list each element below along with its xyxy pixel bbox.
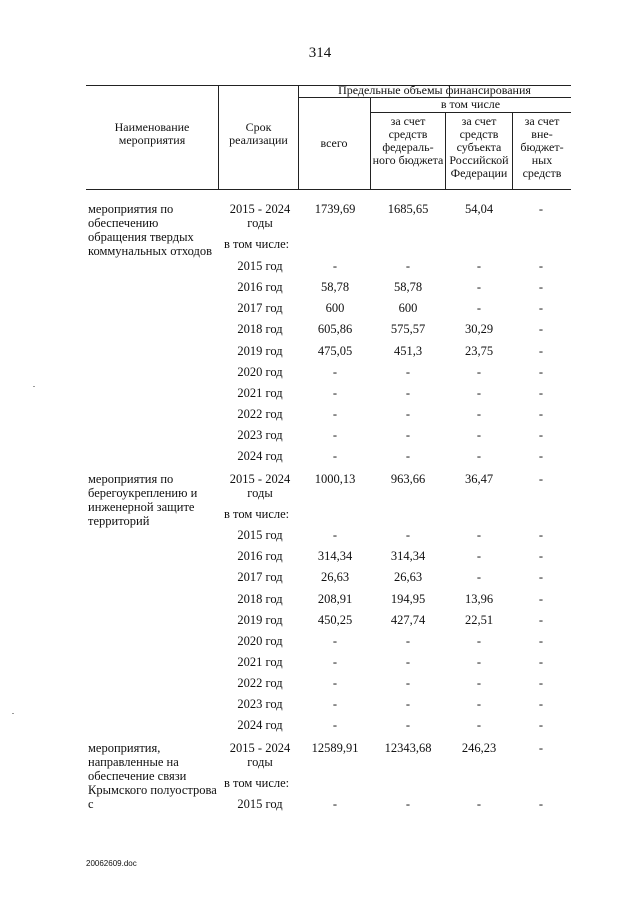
regional-cell: - [476, 676, 482, 690]
total-cell: 208,91 [317, 592, 353, 606]
regional-cell: 36,47 [464, 472, 494, 486]
incl-header-divider [370, 112, 571, 113]
regional-cell: - [476, 797, 482, 811]
header-extra: за счет вне-бюджет-ных средств [520, 114, 564, 180]
federal-cell: 427,74 [390, 613, 426, 627]
header-total: всего [320, 136, 348, 150]
header-federal: за счет средств федераль-ного бюджета [372, 114, 444, 167]
total-cell: 58,78 [320, 280, 350, 294]
header-term: Срок реализации [229, 120, 288, 147]
term-cell: 2015 - 2024 годы [229, 472, 291, 500]
total-cell: - [332, 386, 338, 400]
total-cell: - [332, 676, 338, 690]
extra-cell: - [538, 718, 544, 732]
term-cell: 2023 год [237, 428, 283, 442]
regional-cell: - [476, 301, 482, 315]
regional-cell: - [476, 549, 482, 563]
term-cell: 2016 год [237, 549, 283, 563]
federal-cell: - [405, 718, 411, 732]
header-funding: Предельные объемы финансирования [338, 83, 531, 97]
measure-name: мероприятия по обеспечению обращения твердых коммунальных отходов [88, 202, 212, 258]
extra-cell: - [538, 344, 544, 358]
total-cell: - [332, 428, 338, 442]
total-cell: 314,34 [317, 549, 353, 563]
total-cell: - [332, 797, 338, 811]
regional-cell: - [476, 386, 482, 400]
federal-cell: - [405, 407, 411, 421]
total-cell: - [332, 697, 338, 711]
regional-cell: 54,04 [464, 202, 494, 216]
term-cell: 2023 год [237, 697, 283, 711]
term-cell: 2021 год [237, 655, 283, 669]
total-cell: - [332, 449, 338, 463]
federal-cell: 451,3 [393, 344, 423, 358]
federal-cell: - [405, 797, 411, 811]
federal-cell: 58,78 [393, 280, 423, 294]
term-cell: 2015 - 2024 годы [229, 202, 291, 230]
total-cell: - [332, 528, 338, 542]
total-cell: 605,86 [317, 322, 353, 336]
federal-cell: 600 [398, 301, 418, 315]
total-cell: - [332, 407, 338, 421]
federal-cell: - [405, 259, 411, 273]
term-cell: 2017 год [237, 301, 283, 315]
regional-cell: - [476, 570, 482, 584]
measure-name: мероприятия, направленные на обеспечение связи Крымского полуострова с [88, 741, 217, 811]
term-cell: 2016 год [237, 280, 283, 294]
regional-cell: 30,29 [464, 322, 494, 336]
federal-cell: 26,63 [393, 570, 423, 584]
federal-cell: - [405, 386, 411, 400]
extra-cell: - [538, 322, 544, 336]
federal-cell: 963,66 [390, 472, 426, 486]
regional-cell: 246,23 [461, 741, 497, 755]
term-cell: 2024 год [237, 449, 283, 463]
extra-cell: - [538, 202, 544, 216]
federal-cell: 314,34 [390, 549, 426, 563]
header-regional: за счет средств субъекта Российской Федерации [449, 114, 509, 180]
total-cell: 450,25 [317, 613, 353, 627]
extra-cell: - [538, 259, 544, 273]
term-cell: 2015 год [237, 528, 283, 542]
term-cell: 2024 год [237, 718, 283, 732]
header-incl: в том числе [440, 97, 501, 111]
total-cell: - [332, 655, 338, 669]
term-cell: 2019 год [237, 613, 283, 627]
extra-cell: - [538, 697, 544, 711]
term-cell: 2015 - 2024 годы [229, 741, 291, 769]
total-cell: - [332, 634, 338, 648]
total-cell: 1000,13 [314, 472, 356, 486]
header-bottom-border [86, 189, 571, 190]
regional-cell: 22,51 [464, 613, 494, 627]
total-cell: 600 [325, 301, 345, 315]
scan-speck [33, 386, 35, 387]
federal-cell: 1685,65 [387, 202, 429, 216]
extra-cell: - [538, 570, 544, 584]
federal-cell: - [405, 449, 411, 463]
term-cell: 2022 год [237, 676, 283, 690]
measure-name: мероприятия по берегоукреплению и инженерной защите территорий [88, 472, 198, 528]
total-cell: 26,63 [320, 570, 350, 584]
page-number: 314 [308, 45, 332, 61]
term-cell: в том числе: [224, 237, 290, 251]
extra-cell: - [538, 365, 544, 379]
term-cell: 2015 год [237, 797, 283, 811]
total-cell: 475,05 [317, 344, 353, 358]
federal-cell: 194,95 [390, 592, 426, 606]
term-cell: 2021 год [237, 386, 283, 400]
header-name: Наименование мероприятия [114, 120, 190, 147]
total-cell: - [332, 718, 338, 732]
extra-cell: - [538, 797, 544, 811]
regional-cell: - [476, 280, 482, 294]
total-cell: - [332, 365, 338, 379]
regional-cell: - [476, 407, 482, 421]
term-cell: в том числе: [224, 507, 290, 521]
term-cell: 2018 год [237, 592, 283, 606]
extra-cell: - [538, 549, 544, 563]
regional-cell: - [476, 365, 482, 379]
federal-cell: 575,57 [390, 322, 426, 336]
extra-cell: - [538, 655, 544, 669]
regional-cell: - [476, 697, 482, 711]
extra-cell: - [538, 407, 544, 421]
federal-cell: - [405, 697, 411, 711]
regional-cell: - [476, 634, 482, 648]
regional-cell: 13,96 [464, 592, 494, 606]
total-cell: - [332, 259, 338, 273]
scan-speck [12, 713, 14, 714]
federal-cell: - [405, 365, 411, 379]
federal-cell: - [405, 634, 411, 648]
extra-cell: - [538, 741, 544, 755]
federal-cell: - [405, 528, 411, 542]
term-cell: в том числе: [224, 776, 290, 790]
extra-cell: - [538, 634, 544, 648]
extra-cell: - [538, 472, 544, 486]
extra-cell: - [538, 592, 544, 606]
extra-cell: - [538, 676, 544, 690]
extra-cell: - [538, 613, 544, 627]
file-name-footer: 20062609.doc [86, 859, 137, 868]
regional-cell: - [476, 259, 482, 273]
term-cell: 2022 год [237, 407, 283, 421]
term-cell: 2020 год [237, 634, 283, 648]
regional-cell: - [476, 528, 482, 542]
term-cell: 2020 год [237, 365, 283, 379]
extra-cell: - [538, 386, 544, 400]
term-cell: 2017 год [237, 570, 283, 584]
extra-cell: - [538, 280, 544, 294]
federal-cell: - [405, 676, 411, 690]
extra-cell: - [538, 449, 544, 463]
regional-cell: - [476, 718, 482, 732]
total-cell: 1739,69 [314, 202, 356, 216]
extra-cell: - [538, 528, 544, 542]
federal-cell: 12343,68 [384, 741, 432, 755]
regional-cell: - [476, 449, 482, 463]
term-cell: 2018 год [237, 322, 283, 336]
regional-cell: - [476, 428, 482, 442]
extra-cell: - [538, 428, 544, 442]
federal-cell: - [405, 655, 411, 669]
extra-cell: - [538, 301, 544, 315]
term-cell: 2015 год [237, 259, 283, 273]
regional-cell: - [476, 655, 482, 669]
total-cell: 12589,91 [311, 741, 359, 755]
term-cell: 2019 год [237, 344, 283, 358]
regional-cell: 23,75 [464, 344, 494, 358]
federal-cell: - [405, 428, 411, 442]
